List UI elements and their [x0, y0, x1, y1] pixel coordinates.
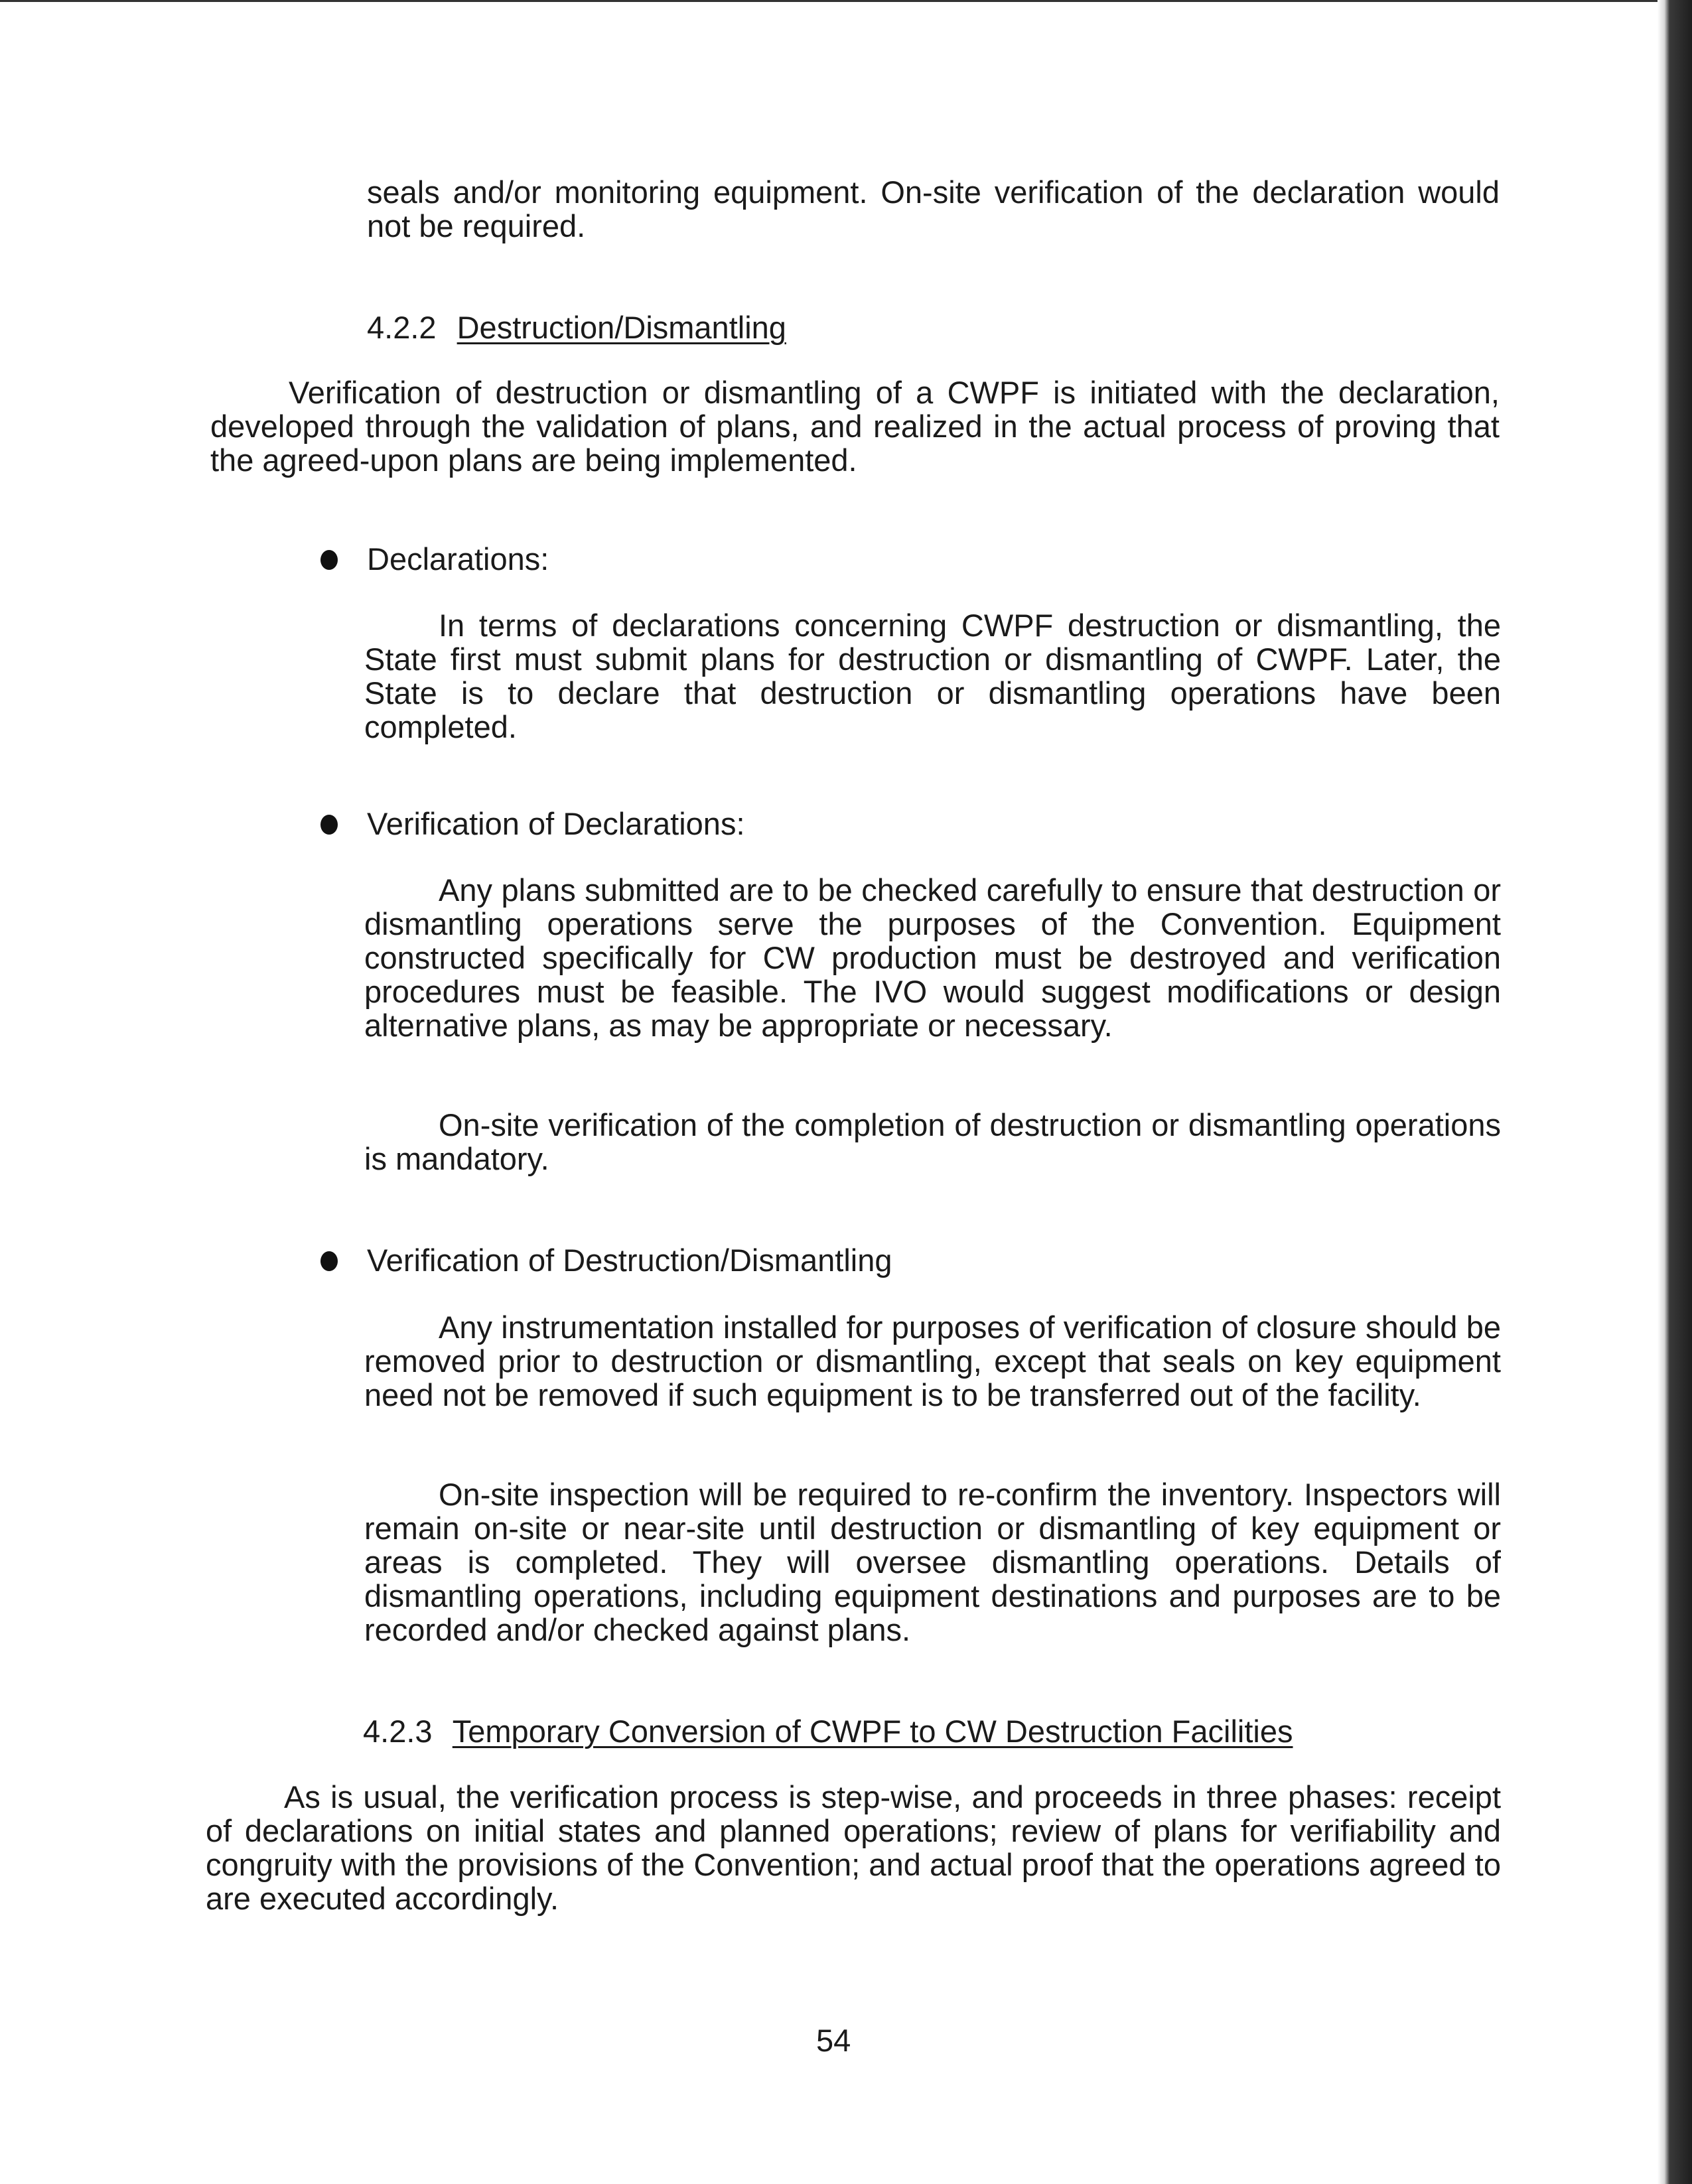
section-4-2-2-heading — [367, 310, 786, 344]
declarations-paragraph: In terms of declarations concerning CWPF destruction or dismantling, the State first must submit plans for destruction or dismantling of CWPF. Later, the State is to declare that destruction or dismantling operations have been completed. — [364, 608, 1501, 744]
section-4-2-2-intro-paragraph: Verification of destruction or dismantling of a CWPF is initiated with the declaration, developed through the validation of plans, and realized in the actual process of proving that the agreed-upon plans are being implemented. — [210, 375, 1500, 478]
section-title: Temporary Conversion of CWPF to CW Destruction Facilities — [452, 1714, 1293, 1749]
section-4-2-3-heading — [363, 1714, 1293, 1748]
section-number: 4.2.2 — [367, 310, 437, 345]
bullet-label: Declarations: — [367, 541, 549, 577]
bullet-dot-icon — [320, 815, 338, 835]
bullet-dot-icon — [320, 550, 338, 570]
section-title: Destruction/Dismantling — [457, 310, 786, 345]
section-4-2-3-intro-paragraph: As is usual, the verification process is step-wise, and proceeds in three phases: receipt of declarations on initial states and planned operations; review of plans for verifiability and congruity with the provisions of the Convention; and actual proof that the operations agreed to are executed accordingly. — [206, 1779, 1501, 1916]
bullet-declarations — [367, 542, 549, 576]
page-number: 54 — [816, 2023, 851, 2058]
bullet-verification-of-declarations — [367, 807, 745, 841]
bullet-verification-of-destruction — [367, 1243, 892, 1277]
section-number: 4.2.3 — [363, 1714, 433, 1749]
verification-of-destruction-paragraph-2: On-site inspection will be required to re-confirm the inventory. Inspectors will remain on-site or near-site until destruction or dismantling of key equipment or areas is completed. They will oversee dismantling operations. Details of dismantling operations, including equipment destinations and purposes are to be recorded and/or checked against plans. — [364, 1477, 1501, 1647]
bullet-label: Verification of Destruction/Dismantling — [367, 1243, 892, 1278]
page-top-edge — [0, 0, 1685, 7]
intro-continuation-paragraph: seals and/or monitoring equipment. On-site verification of the declaration would not be required. — [367, 174, 1500, 243]
page-right-edge — [1657, 0, 1692, 2184]
verification-of-declarations-paragraph-1: Any plans submitted are to be checked carefully to ensure that destruction or dismantling operations serve the purposes of the Convention. Equipment constructed specifically for CW production must be destroyed and verification procedures must be feasible. The IVO would suggest modifications or design alternative plans, as may be appropriate or necessary. — [364, 872, 1501, 1043]
bullet-label: Verification of Declarations: — [367, 806, 745, 841]
verification-of-destruction-paragraph-1: Any instrumentation installed for purposes of verification of closure should be removed prior to destruction or dismantling, except that seals on key equipment need not be removed if such equipment is to be transferred out of the facility. — [364, 1310, 1501, 1412]
bullet-dot-icon — [320, 1251, 338, 1271]
verification-of-declarations-paragraph-2: On-site verification of the completion of destruction or dismantling operations is mandatory. — [364, 1107, 1501, 1176]
